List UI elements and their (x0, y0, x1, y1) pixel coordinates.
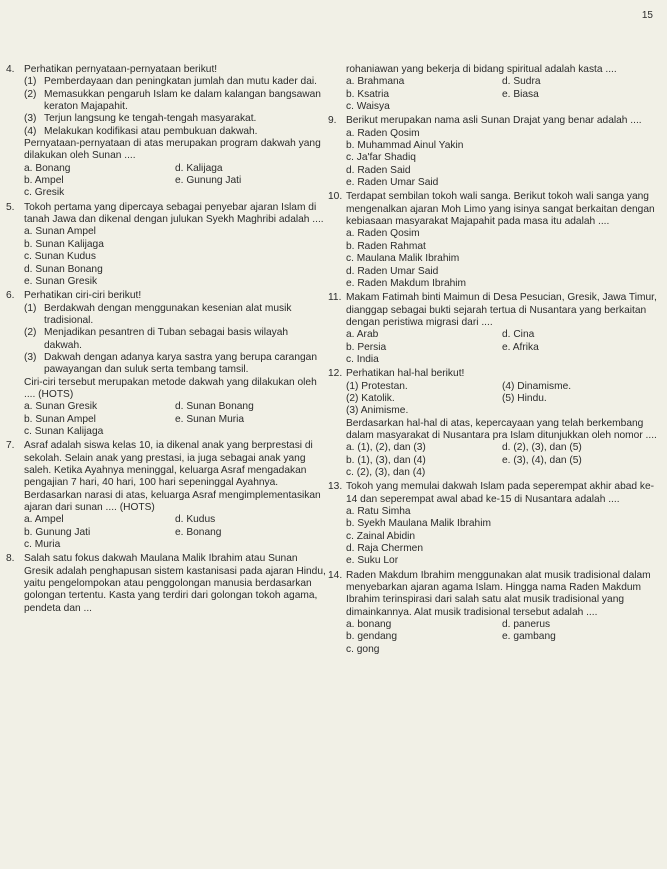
option-a[interactable]: a. Sunan Gresik (24, 401, 98, 413)
option-c[interactable]: c. Zainal Abidin (346, 530, 416, 542)
option-e[interactable]: e. Gunung Jati (175, 175, 242, 187)
options (328, 128, 658, 190)
question-followup: Ciri-ciri tersebut merupakan metode dakwah yang dilakukan oleh .... (HOTS) (24, 376, 317, 400)
question-number: 6. (6, 290, 15, 302)
option-c[interactable]: c. Sunan Kalijaga (24, 425, 104, 437)
question-text: Berikut merupakan nama asli Sunan Drajat yang benar adalah .... (346, 115, 642, 127)
options (6, 226, 326, 288)
option-e[interactable]: e. Raden Umar Said (346, 177, 439, 189)
option-b[interactable]: b. Gunung Jati (24, 526, 91, 538)
statement: (5) Hindu. (502, 392, 547, 404)
question-6 (6, 290, 326, 438)
option-b[interactable]: b. Sunan Ampel (24, 413, 96, 425)
option-c[interactable]: c. Waisya (346, 101, 390, 113)
option-a[interactable]: a. Raden Qosim (346, 228, 420, 240)
question-text: rohaniawan yang bekerja di bidang spiritual adalah kasta .... (346, 64, 617, 75)
question-14 (328, 570, 658, 656)
options (328, 619, 658, 656)
option-d[interactable]: d. panerus (502, 619, 551, 631)
question-text: Perhatikan ciri-ciri berikut! (24, 290, 142, 302)
question-7 (6, 440, 326, 551)
options (328, 506, 658, 568)
statement: (2) Katolik. (346, 392, 395, 404)
option-b[interactable]: b. Muhammad Ainul Yakin (346, 140, 464, 152)
statement: (3) Dakwah dengan adanya karya sastra yang berupa carangan pawayangan dan suluk serta tembang tamsil. (24, 351, 317, 376)
option-e[interactable]: e. Suku Lor (346, 555, 399, 567)
question-5 (6, 202, 326, 288)
question-text: Perhatikan pernyataan-pernyataan berikut! (24, 64, 218, 75)
question-followup: Pernyataan-pernyataan di atas merupakan program dakwah yang dilakukan oleh Sunan .... (24, 138, 321, 162)
question-number: 14. (328, 569, 343, 581)
option-b[interactable]: b. (1), (3), dan (4) (346, 454, 426, 466)
statement: (4) Dinamisme. (502, 380, 572, 392)
options (328, 76, 658, 113)
statement: (1) Protestan. (346, 380, 408, 392)
option-e[interactable]: e. Raden Makdum Ibrahim (346, 277, 467, 289)
left-column (6, 64, 326, 617)
option-a[interactable]: a. bonang (346, 619, 392, 631)
option-a[interactable]: a. Bonang (24, 162, 71, 174)
question-number: 7. (6, 440, 15, 452)
option-e[interactable]: e. Bonang (175, 526, 222, 538)
question-number: 13. (328, 481, 343, 493)
option-a[interactable]: a. Brahmana (346, 76, 405, 88)
option-c[interactable]: c. India (346, 353, 379, 365)
options (328, 442, 658, 479)
question-number: 12. (328, 368, 343, 380)
option-c[interactable]: c. Ja'far Shadiq (346, 152, 416, 164)
option-c[interactable]: c. Muria (24, 539, 61, 551)
question-10 (328, 191, 658, 290)
option-d[interactable]: d. Raja Chermen (346, 543, 424, 555)
question-number: 11. (328, 292, 342, 304)
options (328, 228, 658, 290)
right-column (328, 64, 658, 658)
question-9 (328, 115, 658, 189)
question-13 (328, 481, 658, 567)
page-number: 15 (641, 10, 653, 21)
option-a[interactable]: a. Ratu Simha (346, 506, 411, 518)
question-12 (328, 368, 658, 479)
option-d[interactable]: d. Raden Said (346, 164, 411, 176)
question-number: 5. (6, 201, 15, 213)
option-b[interactable]: b. Raden Rahmat (346, 240, 426, 252)
option-a[interactable]: a. (1), (2), dan (3) (346, 442, 426, 454)
question-text: Terdapat sembilan tokoh wali sanga. Berikut tokoh wali sanga yang mengenalkan ajaran Moh Limo yang isinya sangat berkaitan dengan kebiasaan masyarakat Majapahit pada masa itu adalah .... (346, 191, 655, 228)
question-8-continued (328, 64, 658, 113)
statement: (4) Melakukan kodifikasi atau pembukuan dakwah. (24, 125, 258, 137)
option-d[interactable]: d. (2), (3), dan (5) (502, 442, 582, 454)
option-b[interactable]: b. Syekh Maulana Malik Ibrahim (346, 518, 491, 530)
question-text: Salah satu fokus dakwah Maulana Malik Ibrahim atau Sunan Gresik adalah penghapusan sistem kastanisasi pada ajaran Hindu, yaitu pengelompokan atau penggolongan manusia berdasarkan golongan tertentu. Kasta yang terdiri dari golongan tokoh agama, pendeta dan ... (24, 553, 326, 614)
option-e[interactable]: e. Afrika (502, 341, 539, 353)
question-8 (6, 553, 326, 615)
option-c[interactable]: c. Sunan Kudus (24, 251, 96, 263)
option-d[interactable]: d. Kalijaga (175, 162, 223, 174)
question-number: 10. (328, 191, 343, 203)
question-number: 8. (6, 553, 15, 565)
option-d[interactable]: d. Sudra (502, 76, 541, 88)
option-b[interactable]: b. Ksatria (346, 88, 390, 100)
options (6, 401, 326, 438)
statement: (1) Pemberdayaan dan peningkatan jumlah dan mutu kader dai. (24, 76, 317, 88)
option-b[interactable]: b. gendang (346, 631, 397, 643)
option-d[interactable]: d. Raden Umar Said (346, 265, 439, 277)
option-e[interactable]: e. Sunan Muria (175, 413, 245, 425)
question-number: 9. (328, 115, 337, 127)
option-c[interactable]: c. gong (346, 643, 380, 655)
options (6, 163, 326, 200)
option-d[interactable]: d. Sunan Bonang (24, 263, 103, 275)
statement: (3) Animisme. (346, 405, 409, 417)
option-d[interactable]: d. Sunan Bonang (175, 401, 254, 413)
option-a[interactable]: a. Ampel (24, 514, 64, 526)
option-a[interactable]: a. Raden Qosim (346, 127, 420, 139)
question-text: Perhatikan hal-hal berikut! (346, 368, 465, 380)
option-a[interactable]: a. Sunan Ampel (24, 226, 96, 238)
option-a[interactable]: a. Arab (346, 329, 379, 341)
option-e[interactable]: e. Biasa (502, 88, 539, 100)
options (6, 514, 326, 551)
option-e[interactable]: e. Sunan Gresik (24, 275, 98, 287)
statement: (2) Memasukkan pengaruh Islam ke dalam kalangan bangsawan keraton Majapahit. (24, 88, 321, 113)
question-text: Makam Fatimah binti Maimun di Desa Pesucian, Gresik, Jawa Timur, dianggap sebagai bukti sejarah tertua di Nusantara yang berkaitan dengan peristiwa migrasi dari .... (346, 292, 657, 328)
question-text: Tokoh pertama yang dipercaya sebagai penyebar ajaran Islam di tanah Jawa dan dikenal dengan julukan Syekh Maghribi adalah .... (24, 201, 324, 226)
question-followup: Berdasarkan hal-hal di atas, kepercayaan yang telah berkembang dalam masyarakat di Nusantara pra Islam ditunjukkan oleh nomor .... (346, 417, 657, 441)
question-text: Tokoh yang memulai dakwah Islam pada seperempat akhir abad ke-14 dan seperempat awal abad ke-15 di Nusantara adalah .... (346, 481, 655, 505)
question-11 (328, 292, 658, 366)
option-b[interactable]: b. Sunan Kalijaga (24, 238, 104, 250)
option-e[interactable]: e. gambang (502, 631, 556, 643)
question-text: Asraf adalah siswa kelas 10, ia dikenal anak yang berprestasi di sekolah. Selain anak yang prestasi, ia juga sebagai anak yang saleh. Ketika Ayahnya meninggal, keluarga Asraf mengadakan pengajian 7 hari, 40 hari, 100 hari sepeninggal Ayahnya. Berdasarkan narasi di atas, keluarga Asraf mengimplementasikan ajaran dari sunan .... (HOTS) (24, 440, 321, 514)
statement: (1) Berdakwah dengan menggunakan kesenian alat musik tradisional. (24, 302, 292, 326)
option-c[interactable]: c. Maulana Malik Ibrahim (346, 253, 460, 265)
option-b[interactable]: b. Ampel (24, 175, 64, 187)
option-d[interactable]: d. Kudus (175, 514, 216, 526)
option-d[interactable]: d. Cina (502, 329, 535, 341)
option-e[interactable]: e. (3), (4), dan (5) (502, 454, 582, 466)
question-4 (6, 64, 326, 200)
options (328, 329, 658, 366)
option-b[interactable]: b. Persia (346, 341, 387, 353)
statement-grid (328, 381, 658, 418)
option-c[interactable]: c. (2), (3), dan (4) (346, 467, 426, 478)
option-c[interactable]: c. Gresik (24, 187, 65, 199)
question-number: 4. (6, 64, 15, 75)
statement: (3) Terjun langsung ke tengah-tengah masyarakat. (24, 113, 257, 125)
question-text: Raden Makdum Ibrahim menggunakan alat musik tradisional dalam menyebarkan ajaran agama Islam. Hingga nama Raden Makdum Ibrahim terinspirasi dari salah satu alat musik tradisional yang dimainkannya. Alat musik tradisional tersebut adalah .... (346, 569, 651, 618)
statement: (2) Menjadikan pesantren di Tuban sebagai basis wilayah dakwah. (24, 327, 289, 351)
